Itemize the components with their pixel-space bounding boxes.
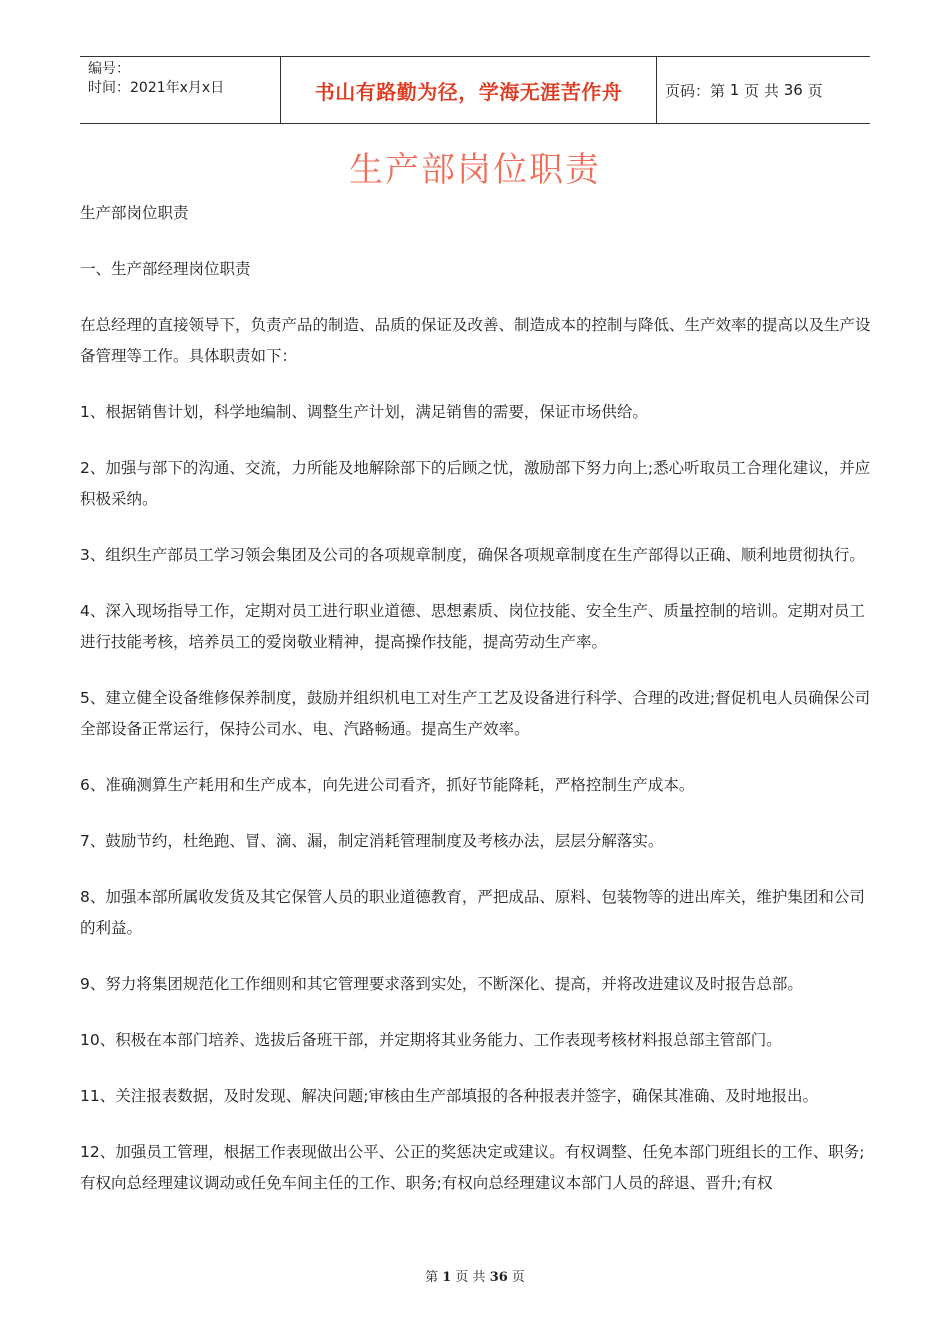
document-time-label: 时间：2021年x月x日	[88, 80, 225, 96]
duty-item: 4、深入现场指导工作，定期对员工进行职业道德、思想素质、岗位技能、安全生产、质量控制的培训。定期对员工进行技能考核，培养员工的爱岗敬业精神，提高操作技能，提高劳动生产率。	[80, 602, 865, 651]
header-page-prefix: 页码：第	[665, 81, 726, 100]
document-number-label: 编号：	[88, 61, 130, 77]
duty-item: 9、努力将集团规范化工作细则和其它管理要求落到实处，不断深化、提高，并将改进建议及时报告总部。	[80, 975, 803, 993]
duty-item: 3、组织生产部员工学习领会集团及公司的各项规章制度，确保各项规章制度在生产部得以正确、顺利地贯彻执行。	[80, 546, 865, 564]
page-header	[80, 56, 870, 124]
duty-item: 8、加强本部所属收发货及其它保管人员的职业道德教育，严把成品、原料、包装物等的进出库关，维护集团和公司的利益。	[80, 888, 865, 937]
footer-mid: 页 共	[455, 1270, 486, 1285]
body-paragraph: 在总经理的直接领导下，负责产品的制造、品质的保证及改善、制造成本的控制与降低、生产效率的提高以及生产设备管理等工作。具体职责如下：	[80, 316, 871, 365]
document-title: 生产部岗位职责	[349, 150, 601, 190]
footer-page-current: 1	[442, 1270, 452, 1285]
duty-item: 7、鼓励节约，杜绝跑、冒、滴、漏，制定消耗管理制度及考核办法，层层分解落实。	[80, 832, 664, 850]
duty-item: 1、根据销售计划，科学地编制、调整生产计划，满足销售的需要，保证市场供给。	[80, 403, 648, 421]
duty-item: 11、关注报表数据，及时发现、解决问题;审核由生产部填报的各种报表并签字，确保其准确、及时地报出。	[80, 1087, 818, 1105]
section-heading: 一、生产部经理岗位职责	[80, 260, 251, 278]
document-body	[80, 198, 875, 1224]
footer-suffix: 页	[511, 1270, 525, 1285]
duty-item: 6、准确测算生产耗用和生产成本，向先进公司看齐，抓好节能降耗，严格控制生产成本。	[80, 776, 695, 794]
duty-item: 2、加强与部下的沟通、交流，力所能及地解除部下的后顾之忧，激励部下努力向上;悉心听取员工合理化建议，并应积极采纳。	[80, 459, 871, 508]
body-paragraph: 生产部岗位职责	[80, 204, 189, 222]
footer-prefix: 第	[425, 1270, 439, 1285]
duty-item: 12、加强员工管理，根据工作表现做出公平、公正的奖惩决定或建议。有权调整、任免本部门班组长的工作、职务;有权向总经理建议调动或任免车间主任的工作、职务;有权向总经理建议本部门人员的辞退、晋升;有权	[80, 1143, 865, 1192]
header-page-total: 36	[783, 81, 803, 99]
header-page-indicator	[665, 57, 823, 123]
footer-page-total: 36	[489, 1270, 508, 1285]
header-page-mid: 页 共	[744, 81, 779, 100]
header-page-suffix: 页	[807, 81, 823, 100]
page-footer	[0, 1266, 950, 1285]
header-page-current: 1	[729, 81, 740, 99]
duty-item: 5、建立健全设备维修保养制度，鼓励并组织机电工对生产工艺及设备进行科学、合理的改进;督促机电人员确保公司全部设备正常运行，保持公司水、电、汽路畅通。提高生产效率。	[80, 689, 871, 738]
header-meta	[88, 60, 280, 98]
header-motto: 书山有路勤为径，学海无涯苦作舟	[280, 57, 657, 123]
duty-item: 10、积极在本部门培养、选拔后备班干部，并定期将其业务能力、工作表现考核材料报总部主管部门。	[80, 1031, 782, 1049]
